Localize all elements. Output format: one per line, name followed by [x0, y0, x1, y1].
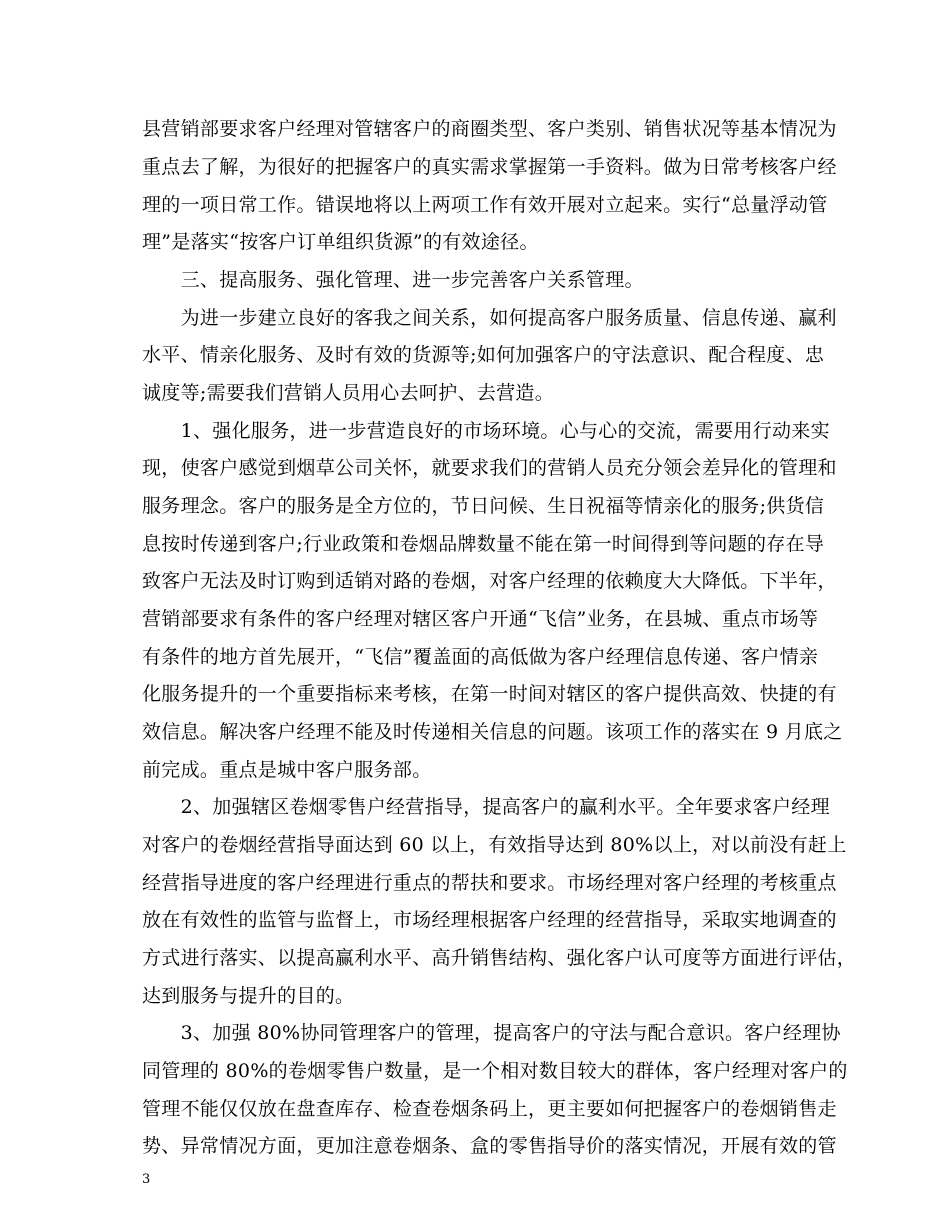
text-line: 前完成。重点是城中客户服务部。 — [142, 759, 432, 781]
text-line: 理”是落实“按客户订单组织货源”的有效途径。 — [142, 231, 539, 253]
text-line: 息按时传递到客户;行业政策和卷烟品牌数量不能在第一时间得到等问题的存在导 — [142, 533, 825, 555]
text-line: 为进一步建立良好的客我之间关系，如何提高客户服务质量、信息传递、赢利 — [142, 307, 837, 329]
text-line: 重点去了解，为很好的把握客户的真实需求掌握第一手资料。做为日常考核客户经 — [142, 156, 837, 178]
text-line: 水平、情亲化服务、及时有效的货源等;如何加强客户的守法意识、配合程度、忠 — [142, 344, 825, 366]
text-line: 有条件的地方首先展开，“飞信”覆盖面的高低做为客户经理信息传递、客户情亲 — [142, 646, 819, 668]
text-line: 势、异常情况方面，更加注意卷烟条、盒的零售指导价的落实情况，开展有效的管 — [142, 1135, 837, 1157]
text-line: 现，使客户感觉到烟草公司关怀，就要求我们的营销人员充分领会差异化的管理和 — [142, 457, 837, 479]
text-line: 达到服务与提升的目的。 — [142, 985, 355, 1007]
text-line: 致客户无法及时订购到适销对路的卷烟，对客户经理的依赖度大大降低。下半年， — [142, 570, 837, 592]
text-line: 效信息。解决客户经理不能及时传递相关信息的问题。该项工作的落实在 9 月底之 — [142, 721, 843, 743]
text-line: 服务理念。客户的服务是全方位的，节日问候、生日祝福等情亲化的服务;供货信 — [142, 495, 825, 517]
text-line: 1、强化服务，进一步营造良好的市场环境。心与心的交流，需要用行动来实 — [142, 420, 830, 442]
text-line: 2、加强辖区卷烟零售户经营指导，提高客户的赢利水平。全年要求客户经理 — [142, 796, 830, 818]
text-line: 3、加强 80%协同管理客户的管理，提高客户的守法与配合意识。客户经理协 — [142, 1022, 841, 1044]
text-line: 理的一项日常工作。错误地将以上两项工作有效开展对立起来。实行“总量浮动管 — [142, 194, 828, 216]
text-line: 同管理的 80%的卷烟零售户数量，是一个相对数目较大的群体，客户经理对客户的 — [142, 1060, 848, 1082]
text-line: 管理不能仅仅放在盘查库存、检查卷烟条码上，更主要如何把握客户的卷烟销售走 — [142, 1098, 837, 1120]
text-line: 营销部要求有条件的客户经理对辖区客户开通“飞信”业务，在县城、重点市场等 — [142, 608, 819, 630]
text-line: 放在有效性的监管与监督上，市场经理根据客户经理的经营指导，采取实地调查的 — [142, 909, 837, 931]
text-line: 化服务提升的一个重要指标来考核，在第一时间对辖区的客户提供高效、快捷的有 — [142, 683, 837, 705]
text-line: 方式进行落实、以提高赢利水平、高升销售结构、强化客户认可度等方面进行评估， — [142, 947, 857, 969]
text-line: 县营销部要求客户经理对管辖客户的商圈类型、客户类别、销售状况等基本情况为 — [142, 118, 837, 140]
text-line: 对客户的卷烟经营指导面达到 60 以上，有效指导达到 80%以上，对以前没有赶上 — [142, 834, 847, 856]
text-line: 经营指导进度的客户经理进行重点的帮扶和要求。市场经理对客户经理的考核重点 — [142, 872, 837, 894]
page-number: 3 — [142, 1172, 151, 1187]
text-line: 诚度等;需要我们营销人员用心去呵护、去营造。 — [142, 382, 555, 404]
section-heading: 三、提高服务、强化管理、进一步完善客户关系管理。 — [142, 269, 644, 291]
